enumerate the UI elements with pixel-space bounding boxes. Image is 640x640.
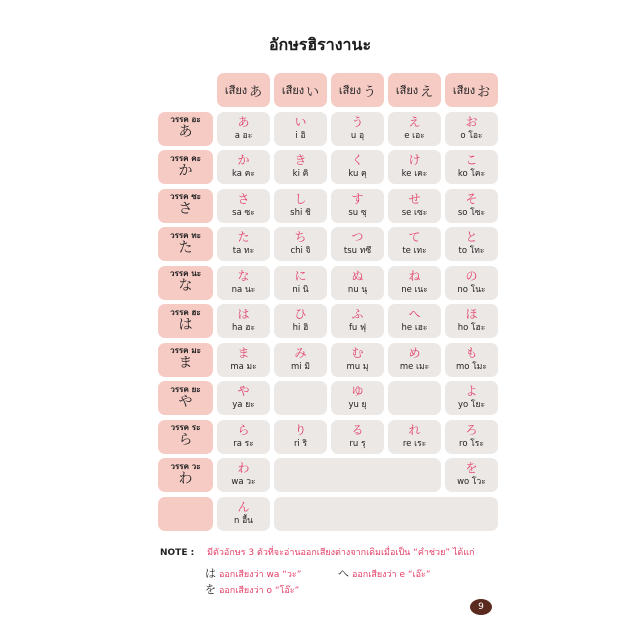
kana-cell	[217, 458, 270, 492]
kana-cell	[217, 381, 270, 415]
row-label	[158, 150, 213, 184]
kana-reading: ya ยะ	[232, 400, 255, 411]
kana-cell	[388, 112, 441, 146]
kana-reading: ta ทะ	[232, 246, 255, 257]
kana-char: と	[465, 230, 478, 245]
note-label: NOTE :	[160, 548, 195, 558]
kana-cell	[388, 227, 441, 261]
kana-reading: he เฮะ	[401, 323, 428, 334]
kana-reading: e เอะ	[404, 130, 425, 141]
kana-cell	[274, 304, 327, 338]
column-header-kana: う	[363, 84, 377, 100]
kana-reading: to โทะ	[458, 246, 485, 257]
kana-reading: ko โคะ	[457, 169, 486, 180]
kana-reading: yu ยุ	[348, 400, 367, 411]
kana-char: り	[294, 422, 307, 437]
note-text: มีตัวอักษร 3 ตัวที่จะอ่านออกเสียงต่างจากเดิมเมื่อเป็น “คำช่วย” ได้แก่	[207, 548, 475, 558]
kana-reading: te เทะ	[402, 246, 427, 257]
kana-char: あ	[237, 114, 250, 129]
kana-reading: ni นิ	[292, 284, 309, 295]
kana-reading: nu นุ	[347, 284, 368, 295]
note-item-kana: は	[205, 567, 216, 580]
kana-reading: a อะ	[234, 130, 253, 141]
kana-cell	[445, 343, 498, 377]
kana-char: そ	[465, 191, 478, 206]
kana-char: か	[237, 153, 250, 168]
column-header-label: เสียง	[224, 84, 248, 97]
empty-cell	[274, 381, 327, 415]
column-header-label: เสียง	[281, 84, 305, 97]
column-header-label: เสียง	[395, 84, 419, 97]
kana-cell	[445, 266, 498, 300]
kana-char: せ	[408, 191, 421, 206]
row-label-text: วรรค ระ	[170, 423, 201, 433]
kana-reading: ru รุ	[349, 438, 366, 449]
kana-reading: ho โฮะ	[457, 323, 486, 334]
note-item-text: ออกเสียงว่า o “โอ๊ะ”	[219, 586, 300, 596]
row-label-text: วรรค ฮะ	[170, 307, 201, 317]
kana-char: き	[294, 153, 307, 168]
kana-reading: ri ริ	[293, 438, 308, 449]
row-label-kana: ま	[178, 355, 193, 372]
kana-cell	[445, 304, 498, 338]
kana-reading: ne เนะ	[401, 284, 428, 295]
note	[160, 545, 560, 559]
column-header-label: เสียง	[338, 84, 362, 97]
column-header-kana: あ	[249, 84, 263, 100]
kana-char: む	[351, 345, 364, 360]
kana-cell	[445, 227, 498, 261]
column-header	[331, 73, 384, 107]
column-header	[388, 73, 441, 107]
kana-cell	[331, 189, 384, 223]
kana-char: や	[237, 384, 250, 399]
kana-char: な	[237, 268, 250, 283]
column-header	[445, 73, 498, 107]
row-label	[158, 343, 213, 377]
kana-char: こ	[465, 153, 478, 168]
empty-cell	[388, 381, 441, 415]
kana-cell	[331, 150, 384, 184]
kana-reading: ra ระ	[233, 438, 254, 449]
row-label-text: วรรค มะ	[170, 346, 201, 356]
kana-char: う	[351, 114, 364, 129]
kana-cell	[217, 150, 270, 184]
kana-cell	[217, 189, 270, 223]
row-label	[158, 458, 213, 492]
column-header-kana: い	[306, 84, 320, 100]
column-header	[217, 73, 270, 107]
kana-char: ね	[408, 268, 421, 283]
kana-cell	[388, 189, 441, 223]
row-label-kana: わ	[178, 470, 193, 487]
kana-reading: ro โระ	[459, 438, 484, 449]
table-corner	[158, 73, 213, 107]
kana-cell	[445, 150, 498, 184]
row-label	[158, 189, 213, 223]
row-label	[158, 304, 213, 338]
kana-char: さ	[237, 191, 250, 206]
empty-cell	[274, 497, 498, 531]
row-label	[158, 227, 213, 261]
kana-cell	[388, 304, 441, 338]
row-label-text: วรรค ซะ	[170, 192, 201, 202]
row-label-text: วรรค อะ	[170, 115, 201, 125]
kana-reading: hi ฮิ	[292, 323, 309, 334]
kana-cell	[388, 420, 441, 454]
column-header-label: เสียง	[452, 84, 476, 97]
kana-char: ゆ	[351, 384, 364, 399]
kana-char: る	[351, 422, 364, 437]
row-label-text: วรรค นะ	[170, 269, 201, 279]
kana-char: よ	[465, 384, 478, 399]
kana-char: ひ	[294, 307, 307, 322]
kana-cell	[445, 420, 498, 454]
kana-cell	[274, 112, 327, 146]
kana-reading: shi ชิ	[290, 207, 311, 218]
kana-char: す	[351, 191, 364, 206]
kana-cell	[445, 381, 498, 415]
kana-char: に	[294, 268, 307, 283]
column-header-kana: え	[420, 84, 434, 100]
kana-char: れ	[408, 422, 421, 437]
row-label	[158, 266, 213, 300]
kana-char: ろ	[465, 422, 478, 437]
kana-char: を	[465, 461, 478, 476]
kana-cell	[217, 227, 270, 261]
row-label-kana: や	[178, 393, 193, 410]
kana-cell	[217, 420, 270, 454]
kana-reading: no โนะ	[457, 284, 486, 295]
row-label-text: วรรค คะ	[170, 153, 201, 163]
kana-reading: so โซะ	[457, 207, 486, 218]
kana-reading: ki คิ	[292, 169, 309, 180]
kana-char: ち	[294, 230, 307, 245]
kana-cell	[445, 112, 498, 146]
kana-cell	[445, 189, 498, 223]
row-label-kana: さ	[178, 201, 193, 218]
row-label-text: วรรค ทะ	[170, 230, 201, 240]
kana-reading: mo โมะ	[456, 361, 487, 372]
kana-cell	[217, 343, 270, 377]
note-item-e	[338, 565, 431, 581]
kana-cell	[217, 497, 270, 531]
kana-char: え	[408, 114, 421, 129]
kana-char: わ	[237, 461, 250, 476]
kana-reading: ma มะ	[230, 361, 257, 372]
column-header	[274, 73, 327, 107]
kana-char: た	[237, 230, 250, 245]
kana-char: て	[408, 230, 421, 245]
kana-reading: me เมะ	[399, 361, 430, 372]
row-label	[158, 420, 213, 454]
kana-reading: yo โยะ	[457, 400, 486, 411]
kana-cell	[274, 420, 327, 454]
kana-cell	[331, 420, 384, 454]
kana-char: け	[408, 153, 421, 168]
kana-reading: ka คะ	[232, 169, 255, 180]
kana-cell	[274, 343, 327, 377]
kana-cell	[274, 189, 327, 223]
kana-reading: ku คุ	[348, 169, 367, 180]
note-item-kana: へ	[338, 567, 349, 580]
kana-reading: se เซะ	[401, 207, 428, 218]
page-number: 9	[470, 599, 492, 615]
kana-cell	[331, 112, 384, 146]
kana-cell	[274, 266, 327, 300]
note-item-text: ออกเสียงว่า e “เอ๊ะ”	[352, 570, 431, 580]
note-item-text: ออกเสียงว่า wa “วะ”	[219, 570, 302, 580]
kana-reading: su ซุ	[348, 207, 367, 218]
row-label-kana: な	[178, 278, 193, 295]
row-label-text: วรรค ยะ	[170, 384, 201, 394]
kana-cell	[445, 458, 498, 492]
row-label-kana: あ	[178, 124, 193, 141]
row-label-kana: た	[178, 239, 193, 256]
page-title: อักษรฮิรางานะ	[268, 35, 372, 54]
row-label-kana: は	[178, 316, 193, 333]
kana-char: ふ	[351, 307, 364, 322]
kana-char: も	[465, 345, 478, 360]
kana-char: ほ	[465, 307, 478, 322]
kana-cell	[331, 381, 384, 415]
kana-char: ぬ	[351, 268, 364, 283]
kana-reading: wa วะ	[231, 477, 256, 488]
kana-cell	[217, 112, 270, 146]
note-item-kana: を	[205, 583, 216, 596]
kana-reading: fu ฟุ	[348, 323, 367, 334]
kana-reading: ke เคะ	[401, 169, 428, 180]
kana-cell	[331, 227, 384, 261]
kana-cell	[331, 343, 384, 377]
kana-reading: chi จิ	[290, 246, 311, 257]
kana-cell	[388, 343, 441, 377]
kana-reading: o โอะ	[460, 130, 483, 141]
kana-char: の	[465, 268, 478, 283]
kana-reading: wo โวะ	[457, 477, 486, 488]
kana-cell	[217, 266, 270, 300]
column-header-kana: お	[477, 84, 491, 100]
row-label-text: วรรค วะ	[170, 461, 201, 471]
kana-cell	[274, 227, 327, 261]
kana-reading: tsu ทซึ	[343, 246, 372, 257]
kana-cell	[331, 266, 384, 300]
kana-reading: u อุ	[350, 130, 365, 141]
hiragana-table	[158, 73, 498, 531]
note-item-o	[205, 581, 299, 597]
kana-char: ん	[237, 499, 250, 514]
kana-reading: ha ฮะ	[231, 323, 256, 334]
kana-cell	[274, 150, 327, 184]
kana-reading: na นะ	[231, 284, 256, 295]
note-item-wa	[205, 565, 301, 581]
kana-char: し	[294, 191, 307, 206]
kana-char: は	[237, 307, 250, 322]
kana-char: く	[351, 153, 364, 168]
row-label	[158, 112, 213, 146]
kana-cell	[331, 304, 384, 338]
kana-cell	[217, 304, 270, 338]
kana-char: い	[294, 114, 307, 129]
kana-reading: re เระ	[402, 438, 427, 449]
kana-cell	[388, 150, 441, 184]
kana-cell	[388, 266, 441, 300]
empty-cell	[274, 458, 441, 492]
row-label	[158, 497, 213, 531]
kana-reading: mi มิ	[291, 361, 310, 372]
row-label	[158, 381, 213, 415]
kana-reading: mu มุ	[346, 361, 369, 372]
kana-char: つ	[351, 230, 364, 245]
kana-char: へ	[408, 307, 421, 322]
kana-char: ま	[237, 345, 250, 360]
kana-reading: i อิ	[295, 130, 306, 141]
row-label-kana: ら	[178, 432, 193, 449]
kana-reading: n อื้น	[233, 515, 253, 526]
kana-char: み	[294, 345, 307, 360]
kana-char: お	[465, 114, 478, 129]
row-label-kana: か	[178, 162, 193, 179]
kana-char: め	[408, 345, 421, 360]
kana-char: ら	[237, 422, 250, 437]
kana-reading: sa ซะ	[232, 207, 255, 218]
